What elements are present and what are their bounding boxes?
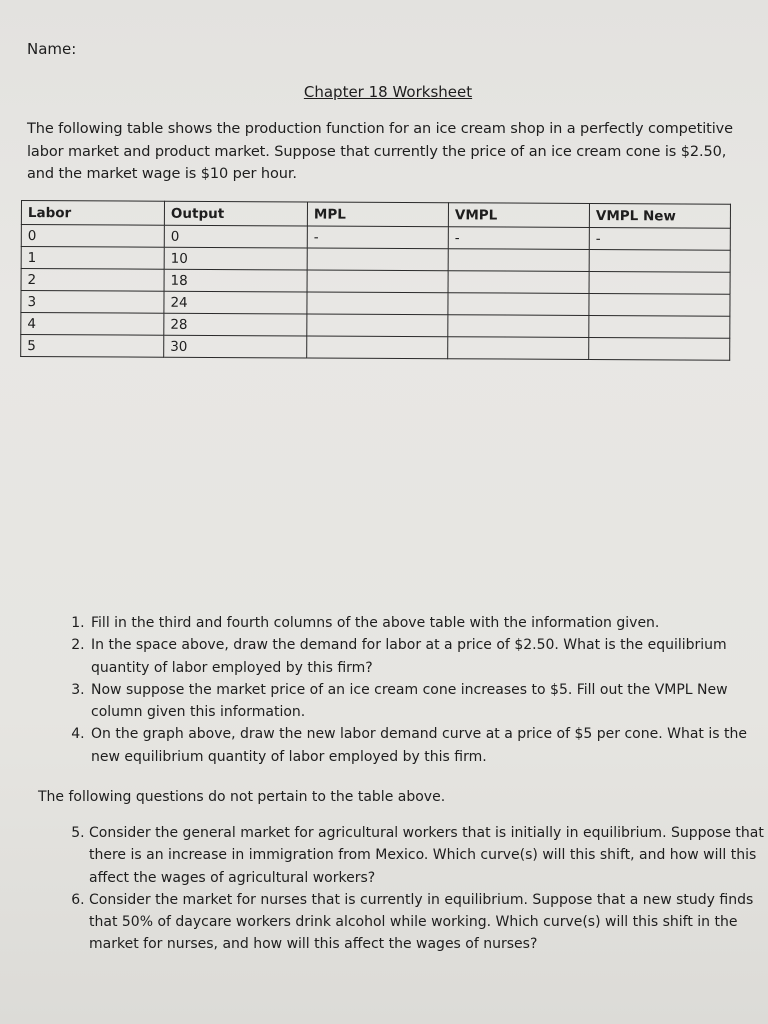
header-vmpl: VMPL (448, 203, 589, 228)
labor-cell: 4 (21, 313, 164, 336)
table-header-row (21, 201, 730, 229)
header-vmpl-new: VMPL New (589, 203, 730, 228)
vmpl-new-cell (589, 271, 730, 294)
vmpl-cell (448, 271, 589, 294)
question-item: 5. Consider the general market for agricultural workers that is initially in equilibrium. Suppose that there is an increase in immigration from Mexico. Which curve(s) will this shift, and how will this affect the wages of agricultural workers? (89, 822, 768, 889)
vmpl-cell (448, 337, 589, 360)
name-label: Name: (27, 40, 77, 58)
output-cell: 18 (164, 269, 307, 292)
labor-cell: 3 (21, 291, 164, 314)
mpl-cell (307, 270, 448, 293)
blank-graph-space (30, 380, 730, 600)
question-item: 1. Fill in the third and fourth columns of the above table with the information given. (89, 612, 768, 634)
labor-cell: 5 (21, 335, 164, 358)
labor-cell: 0 (21, 225, 164, 248)
mpl-cell (307, 314, 448, 337)
intro-paragraph: The following table shows the production function for an ice cream shop in a perfectly competitive labor market and product market. Suppose that currently the price of an ice cream cone is $2.50, and the market wage is $10 per hour. (27, 121, 733, 182)
vmpl-new-cell (589, 315, 730, 338)
labor-cell: 1 (21, 247, 164, 270)
vmpl-cell (448, 315, 589, 338)
vmpl-new-cell (589, 337, 730, 360)
vmpl-new-cell (589, 249, 730, 272)
mpl-cell (307, 292, 448, 315)
header-mpl: MPL (307, 202, 448, 227)
output-cell: 0 (164, 225, 307, 248)
question-item: 2. In the space above, draw the demand for labor at a price of $2.50. What is the equilibrium quantity of labor employed by this firm? (89, 634, 768, 679)
output-cell: 24 (164, 291, 307, 314)
header-output: Output (164, 201, 307, 226)
table-row (21, 335, 730, 361)
vmpl-cell (448, 249, 589, 272)
production-table (20, 200, 731, 361)
question-item: 3. Now suppose the market price of an ice cream cone increases to $5. Fill out the VMPL New column given this information. (89, 679, 768, 724)
output-cell: 10 (164, 247, 307, 270)
output-cell: 28 (164, 313, 307, 336)
header-labor: Labor (21, 201, 164, 226)
question-item: 4. On the graph above, draw the new labor demand curve at a price of $5 per cone. What is the new equilibrium quantity of labor employed by this firm. (89, 723, 768, 768)
vmpl-new-cell: - (589, 227, 730, 250)
mpl-cell: - (307, 226, 448, 249)
labor-cell: 2 (21, 269, 164, 292)
question-list-part2 (55, 822, 768, 956)
mpl-cell (307, 248, 448, 271)
vmpl-new-cell (589, 293, 730, 316)
page-title (0, 83, 768, 101)
section-note: The following questions do not pertain to the table above. (38, 789, 446, 805)
vmpl-cell: - (448, 227, 589, 250)
vmpl-cell (448, 293, 589, 316)
output-cell: 30 (164, 335, 307, 358)
mpl-cell (307, 336, 448, 359)
question-item: 6. Consider the market for nurses that is currently in equilibrium. Suppose that a new study finds that 50% of daycare workers drink alcohol while working. Which curve(s) will this shift in the market for nurses, and how will this affect the wages of nurses? (89, 889, 768, 956)
worksheet-title: Chapter 18 Worksheet (303, 83, 473, 101)
question-list-part1 (55, 612, 768, 768)
